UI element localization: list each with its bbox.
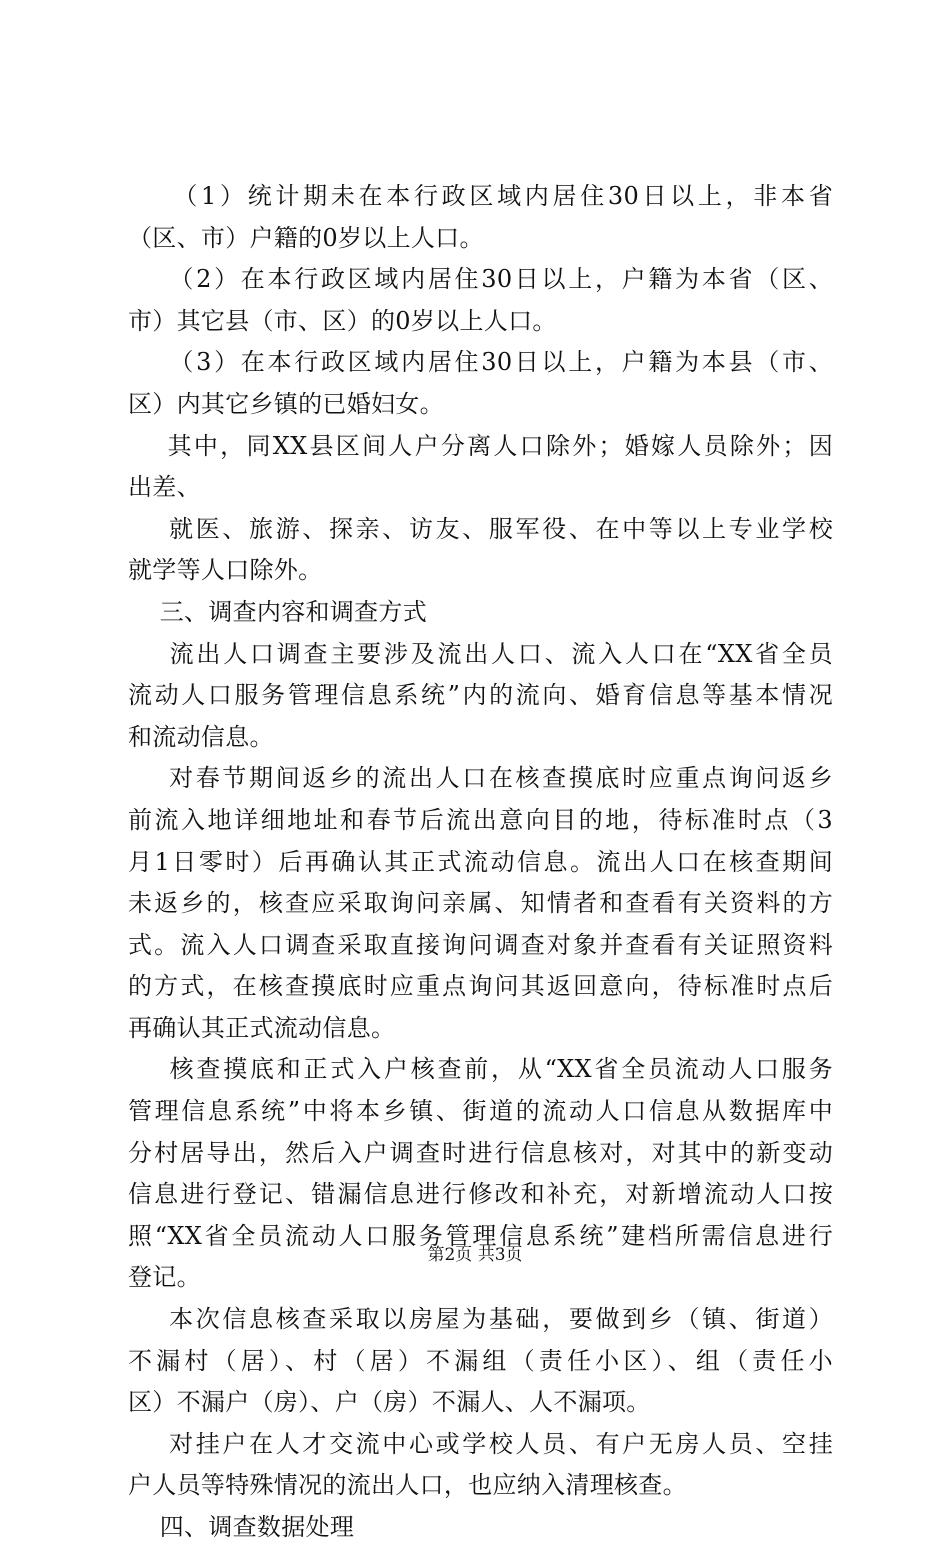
text-line: 照“XX省全员流动人口服务管理信息系统”建档所需信息进行 [128,1221,833,1250]
text-line: 户人员等特殊情况的流出人口，也应纳入清理核查。 [128,1471,687,1500]
text-line: 和流动信息。 [128,722,274,751]
text-line: 市）其它县（市、区）的0岁以上人口。 [128,306,557,335]
page-footer: 第2页 共3页 [427,1245,523,1265]
document-body [128,176,833,1549]
text-line: （3）在本行政区域内居住30日以上，户籍为本县（市、 [128,348,833,377]
text-line: 四、调查数据处理 [128,1513,355,1541]
text-line: 月1日零时）后再确认其正式流动信息。流出人口在核查期间 [128,847,833,876]
text-line: 流动人口服务管理信息系统”内的流向、婚育信息等基本情况 [128,681,833,710]
text-line: 就学等人口除外。 [128,556,323,585]
text-line: 本次信息核查采取以房屋为基础，要做到乡（镇、街道） [128,1305,833,1334]
text-line: 出差、 [128,473,201,502]
text-line: （1）统计期未在本行政区域内居住30日以上，非本省 [128,182,833,210]
text-line: 对春节期间返乡的流出人口在核查摸底时应重点询问返乡 [128,764,833,793]
text-line: 登记。 [128,1263,201,1292]
text-line: 就医、旅游、探亲、访友、服军役、在中等以上专业学校 [128,514,833,543]
text-line: 对挂户在人才交流中心或学校人员、有户无房人员、空挂 [128,1429,833,1458]
text-line: 再确认其正式流动信息。 [128,1013,396,1042]
text-line: 管理信息系统”中将本乡镇、街道的流动人口信息从数据库中 [128,1097,833,1126]
text-line: 区）不漏户（房）、户（房）不漏人、人不漏项。 [128,1388,651,1417]
text-line: 信息进行登记、错漏信息进行修改和补充，对新增流动人口按 [128,1180,833,1209]
text-line: 未返乡的，核查应采取询问亲属、知情者和查看有关资料的方 [128,889,833,918]
text-line: 流出人口调查主要涉及流出人口、流入人口在“XX省全员 [128,639,833,668]
text-line: 式。流入人口调查采取直接询问调查对象并查看有关证照资料 [128,930,833,959]
text-line: （2）在本行政区域内居住30日以上，户籍为本省（区、 [128,265,833,294]
text-line: 分村居导出，然后入户调查时进行信息核对，对其中的新变动 [128,1138,833,1167]
text-line: 不漏村（居）、村（居）不漏组（责任小区）、组（责任小 [128,1346,833,1375]
text-line: （区、市）户籍的0岁以上人口。 [128,223,484,252]
text-line: 其中，同XX县区间人户分离人口除外；婚嫁人员除外；因 [128,431,833,460]
text-line: 区）内其它乡镇的已婚妇女。 [128,389,444,418]
text-line: 前流入地详细地址和春节后流出意向目的地，待标准时点（3 [128,805,833,834]
text-line: 的方式，在核查摸底时应重点询问其返回意向，待标准时点后 [128,972,833,1001]
text-line: 核查摸底和正式入户核查前，从“XX省全员流动人口服务 [128,1055,833,1084]
text-line: 三、调查内容和调查方式 [128,597,428,626]
